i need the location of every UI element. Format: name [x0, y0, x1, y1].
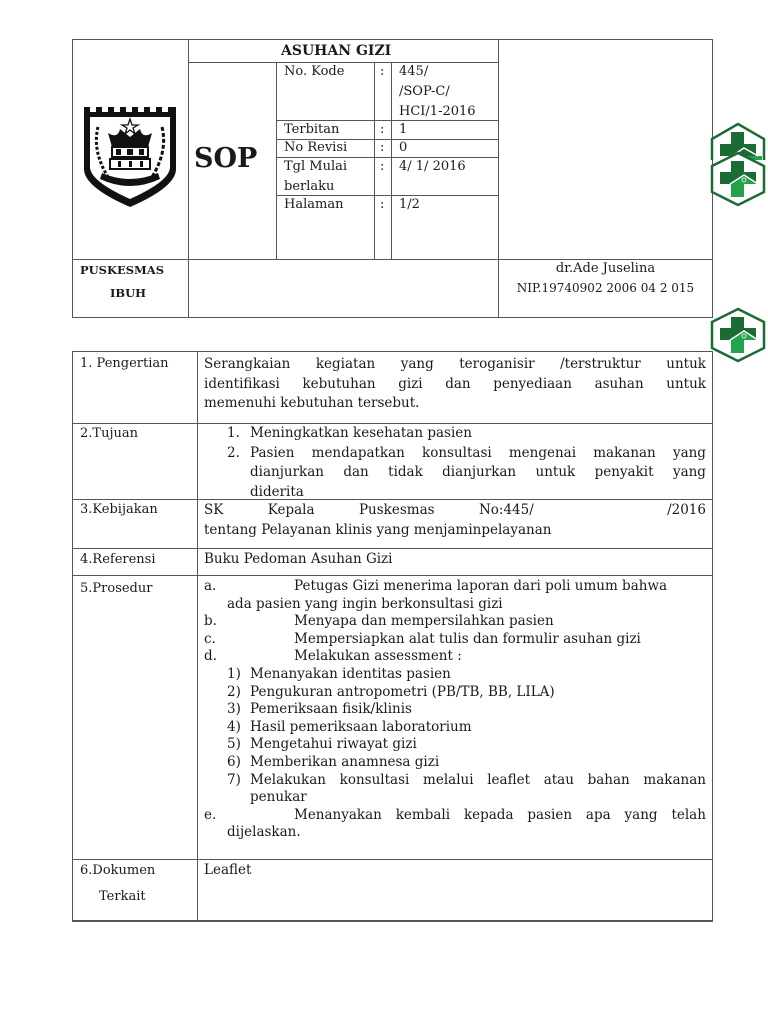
- word: dianjurkan: [250, 464, 324, 480]
- field-label-tgl-mulai-line2: berlaku: [284, 179, 335, 194]
- field-sep: :: [380, 64, 385, 79]
- justified-line: [250, 444, 706, 464]
- word: tidak: [388, 464, 423, 480]
- word: yang: [400, 356, 434, 372]
- word: apa: [585, 806, 611, 823]
- text-line: memenuhi kebutuhan tersebut.: [204, 395, 420, 411]
- field-value-no-kode-line3: HCI/1-2016: [399, 104, 476, 119]
- field-sep: :: [380, 140, 385, 155]
- word: gizi: [398, 375, 423, 392]
- text-line: tentang Pelayanan klinis yang menjaminpelayanan: [204, 521, 552, 538]
- substep-number: 7): [227, 771, 241, 788]
- word: mengenai: [508, 444, 577, 461]
- row-content-referensi: [204, 550, 706, 570]
- word: Kepala: [267, 502, 315, 518]
- procedure-step-a: [204, 578, 706, 596]
- row-label-dokumen-line2: Terkait: [99, 889, 146, 904]
- step-text: Menyapa dan mempersilahkan pasien: [294, 613, 554, 630]
- word: penyediaan: [493, 375, 572, 392]
- text-line: diderita: [250, 483, 304, 500]
- word: /2016: [667, 502, 706, 518]
- word: asuhan: [594, 375, 644, 392]
- substep-number: 6): [227, 753, 241, 770]
- word: teroganisir: [459, 356, 535, 372]
- field-value-no-kode-line2: /SOP-C/: [399, 84, 450, 99]
- text-line: Buku Pedoman Asuhan Gizi: [204, 551, 393, 567]
- word: yang: [624, 806, 658, 823]
- sop-label: SOP: [194, 143, 258, 174]
- field-value-halaman: 1/2: [399, 197, 420, 212]
- field-label-no-kode: No. Kode: [284, 64, 345, 79]
- word: leaflet: [487, 771, 530, 788]
- step-text: Mempersiapkan alat tulis dan formulir asuhan gizi: [294, 630, 641, 647]
- word: pasien: [527, 806, 573, 823]
- puskesmas-logo-icon: [710, 151, 766, 207]
- justified-line: [294, 807, 706, 825]
- word: konsultasi: [422, 444, 492, 461]
- row-label-tujuan: 2.Tujuan: [80, 426, 138, 441]
- field-sep: :: [380, 197, 385, 212]
- word: dan: [445, 375, 471, 392]
- org-name-line2: IBUH: [110, 286, 146, 300]
- word: yang: [672, 444, 706, 461]
- list-item: [227, 424, 706, 444]
- row-label-kebijakan: 3.Kebijakan: [80, 502, 158, 517]
- list-number: 2.: [227, 444, 240, 461]
- word: atau: [543, 771, 574, 788]
- org-name-line1: PUSKESMAS: [80, 263, 165, 277]
- divider: [391, 62, 392, 259]
- text-line: Meningkatkan kesehatan pasien: [250, 425, 472, 441]
- field-label-halaman: Halaman: [284, 197, 344, 212]
- divider: [276, 62, 277, 259]
- word: SK: [204, 502, 224, 518]
- word: mendapatkan: [311, 444, 405, 461]
- justified-line: [250, 772, 706, 790]
- justified-line: [250, 463, 706, 483]
- substep-number: 5): [227, 736, 241, 753]
- body-border-top: [72, 351, 713, 352]
- step-letter: c.: [204, 630, 216, 647]
- list-number: 1.: [227, 425, 240, 441]
- body-border-bottom: [72, 920, 713, 922]
- substep-text: Memberikan anamnesa gizi: [250, 753, 440, 770]
- substep-number: 3): [227, 701, 241, 718]
- field-sep: :: [380, 122, 385, 137]
- step-text: Melakukan assessment :: [294, 648, 462, 665]
- field-value-tgl-mulai: 4/ 1/ 2016: [399, 159, 466, 174]
- header-border-left: [72, 39, 73, 318]
- word: identifikasi: [204, 375, 280, 392]
- word: penyakit: [594, 464, 654, 480]
- word: untuk: [666, 356, 706, 372]
- document-title: ASUHAN GIZI: [281, 43, 392, 59]
- puskesmas-logo-icon: [710, 307, 766, 363]
- divider: [374, 62, 375, 259]
- signer-nip: NIP.19740902 2006 04 2 015: [516, 281, 695, 295]
- substep-item: [227, 719, 706, 737]
- body-column-divider: [197, 351, 198, 921]
- divider: [188, 39, 189, 318]
- body-border-left: [72, 351, 73, 921]
- word: bahan: [587, 771, 630, 788]
- signer-name: dr.Ade Juselina: [555, 261, 656, 276]
- substep-item: [227, 736, 706, 754]
- justified-line: [204, 501, 706, 521]
- step-continuation: ada pasien yang ingin berkonsultasi gizi: [227, 595, 503, 612]
- row-label-pengertian: 1. Pengertian: [80, 356, 169, 371]
- field-value-no-kode-line1: 445/: [399, 64, 429, 79]
- procedure-step-d: [204, 648, 706, 666]
- step-letter: a.: [204, 578, 217, 594]
- row-content-kebijakan: [204, 501, 706, 540]
- procedure-step-b: [204, 613, 706, 631]
- header-border-top: [72, 39, 713, 40]
- word: yang: [672, 464, 706, 480]
- row-content-dokumen: [204, 861, 706, 881]
- assessment-substeps: [204, 666, 706, 807]
- substep-continuation: penukar: [250, 789, 307, 806]
- row-label-dokumen-line1: 6.Dokumen: [80, 863, 156, 878]
- field-label-no-revisi: No Revisi: [284, 140, 348, 155]
- header-border-bottom: [72, 317, 713, 318]
- field-value-terbitan: 1: [399, 122, 408, 137]
- field-value-no-revisi: 0: [399, 140, 408, 155]
- coat-of-arms-icon: [80, 103, 180, 209]
- step-text: Petugas Gizi menerima laporan dari poli umum bahwa: [294, 578, 668, 594]
- row-content-tujuan: [227, 424, 706, 502]
- field-sep: :: [380, 159, 385, 174]
- list-item: [227, 444, 706, 503]
- substep-text: Menanyakan identitas pasien: [250, 665, 451, 682]
- substep-text: Mengetahui riwayat gizi: [250, 736, 417, 753]
- field-label-tgl-mulai-line1: Tgl Mulai: [284, 159, 348, 174]
- substep-number: 4): [227, 718, 241, 735]
- body-border-right: [712, 351, 713, 921]
- word: Melakukan: [250, 771, 326, 788]
- procedure-step-e: [204, 807, 706, 825]
- row-label-prosedur: 5.Prosedur: [80, 581, 153, 596]
- word: makanan: [643, 771, 706, 788]
- word: kembali: [395, 806, 451, 823]
- divider: [72, 575, 713, 576]
- step-letter: b.: [204, 613, 217, 630]
- substep-item: [227, 666, 706, 684]
- substep-item: [227, 701, 706, 719]
- word: No:445/: [478, 502, 534, 518]
- justified-line: [204, 375, 706, 395]
- substep-number: 1): [227, 665, 241, 682]
- substep-text: Pemeriksaan fisik/klinis: [250, 701, 412, 718]
- text-line: Leaflet: [204, 862, 252, 878]
- divider: [72, 859, 713, 860]
- word: Puskesmas: [358, 502, 435, 518]
- word: konsultasi: [339, 771, 410, 788]
- step-letter: d.: [204, 648, 217, 665]
- justified-line: [204, 355, 706, 375]
- substep-item: [227, 684, 706, 702]
- row-content-prosedur: [204, 578, 706, 842]
- word: telah: [671, 806, 706, 823]
- step-letter: e.: [204, 806, 217, 823]
- word: dan: [343, 464, 369, 480]
- word: kepada: [463, 806, 514, 823]
- procedure-step-c: [204, 631, 706, 649]
- row-label-referensi: 4.Referensi: [80, 552, 156, 567]
- substep-text: Hasil pemeriksaan laboratorium: [250, 718, 472, 735]
- word: dianjurkan: [442, 464, 517, 480]
- step-continuation: dijelaskan.: [227, 824, 301, 841]
- word: makanan: [593, 444, 656, 461]
- field-label-terbitan: Terbitan: [284, 122, 340, 137]
- divider: [72, 548, 713, 549]
- word: /terstruktur: [560, 356, 641, 372]
- substep-text: Pengukuran antropometri (PB/TB, BB, LILA): [250, 683, 555, 700]
- substep-item: [227, 754, 706, 772]
- substep-number: 2): [227, 683, 241, 700]
- word: Menanyakan: [294, 806, 382, 823]
- word: Pasien: [250, 444, 295, 461]
- row-content-pengertian: [204, 355, 706, 414]
- word: untuk: [666, 375, 706, 392]
- word: kegiatan: [315, 356, 376, 372]
- word: Serangkaian: [204, 356, 291, 372]
- substep-item: [227, 772, 706, 807]
- word: untuk: [535, 464, 576, 480]
- word: kebutuhan: [302, 375, 376, 392]
- word: melalui: [423, 771, 474, 788]
